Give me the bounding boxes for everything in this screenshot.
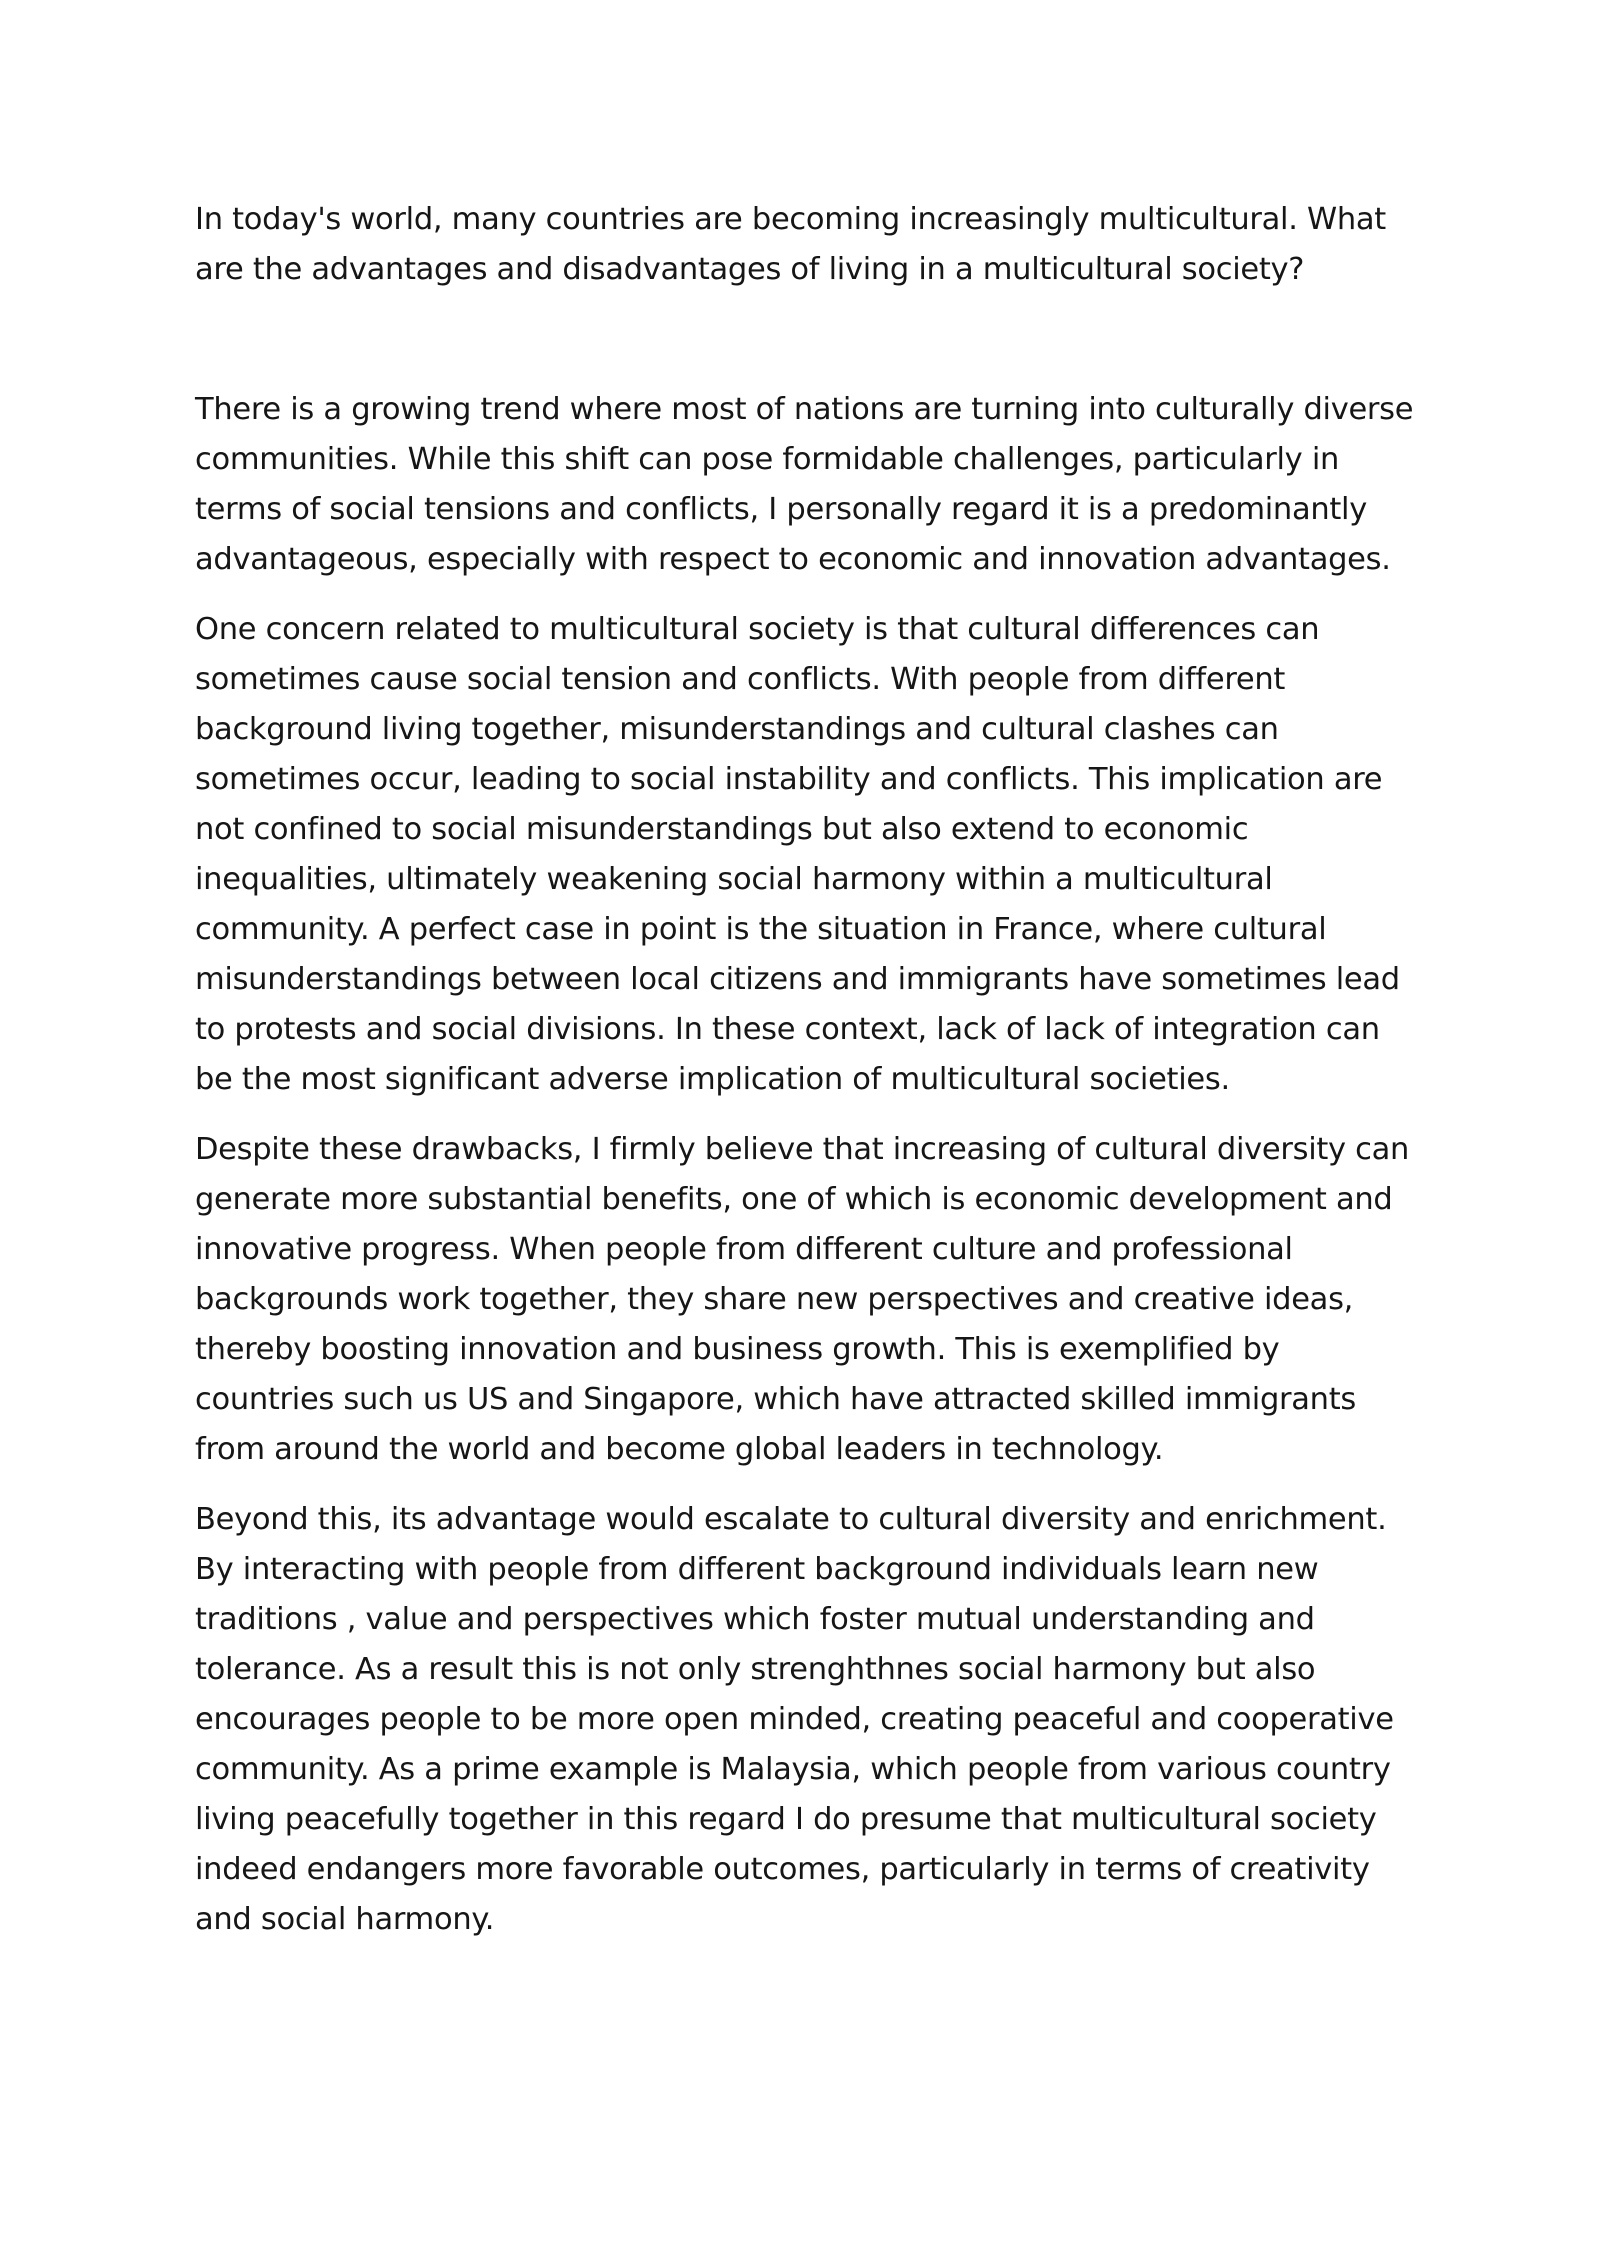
essay-body <box>195 195 1425 1965</box>
conclusion-paragraph: Beyond this, its advantage would escalate to cultural diversity and enrichment. By interacting with people from different background individuals learn new traditions , value and perspectives which foster mutual understanding and tolerance. As a result this is not only strenghthnes social harmony but also encourages people to be more open minded, creating peaceful and cooperative community. As a prime example is Malaysia, which people from various country living peacefully together in this regard I do presume that multicultural society indeed endangers more favorable outcomes, particularly in terms of creativity and social harmony. <box>195 1502 1394 1937</box>
advantage-paragraph: Despite these drawbacks, I firmly believe that increasing of cultural diversity can generate more substantial benefits, one of which is economic development and innovative progress. When people from different culture and professional backgrounds work together, they share new perspectives and creative ideas, thereby boosting innovation and business growth. This is exemplified by countries such us US and Singapore, which have attracted skilled immigrants from around the world and become global leaders in technology. <box>195 1132 1410 1467</box>
introduction-paragraph: There is a growing trend where most of nations are turning into culturally diverse communities. While this shift can pose formidable challenges, particularly in terms of social tensions and conflicts, I personally regard it is a predominantly advantageous, especially with respect to economic and innovation advantages. <box>195 392 1414 577</box>
essay-question: In today's world, many countries are becoming increasingly multicultural. What are the advantages and disadvantages of living in a multicultural society? <box>195 202 1386 287</box>
disadvantage-paragraph: One concern related to multicultural society is that cultural differences can sometimes cause social tension and conflicts. With people from different background living together, misunderstandings and cultural clashes can sometimes occur, leading to social instability and conflicts. This implication are not confined to social misunderstandings but also extend to economic inequalities, ultimately weakening social harmony within a multicultural community. A perfect case in point is the situation in France, where cultural misunderstandings between local citizens and immigrants have sometimes lead to protests and social divisions. In these context, lack of lack of integration can be the most significant adverse implication of multicultural societies. <box>195 612 1400 1097</box>
